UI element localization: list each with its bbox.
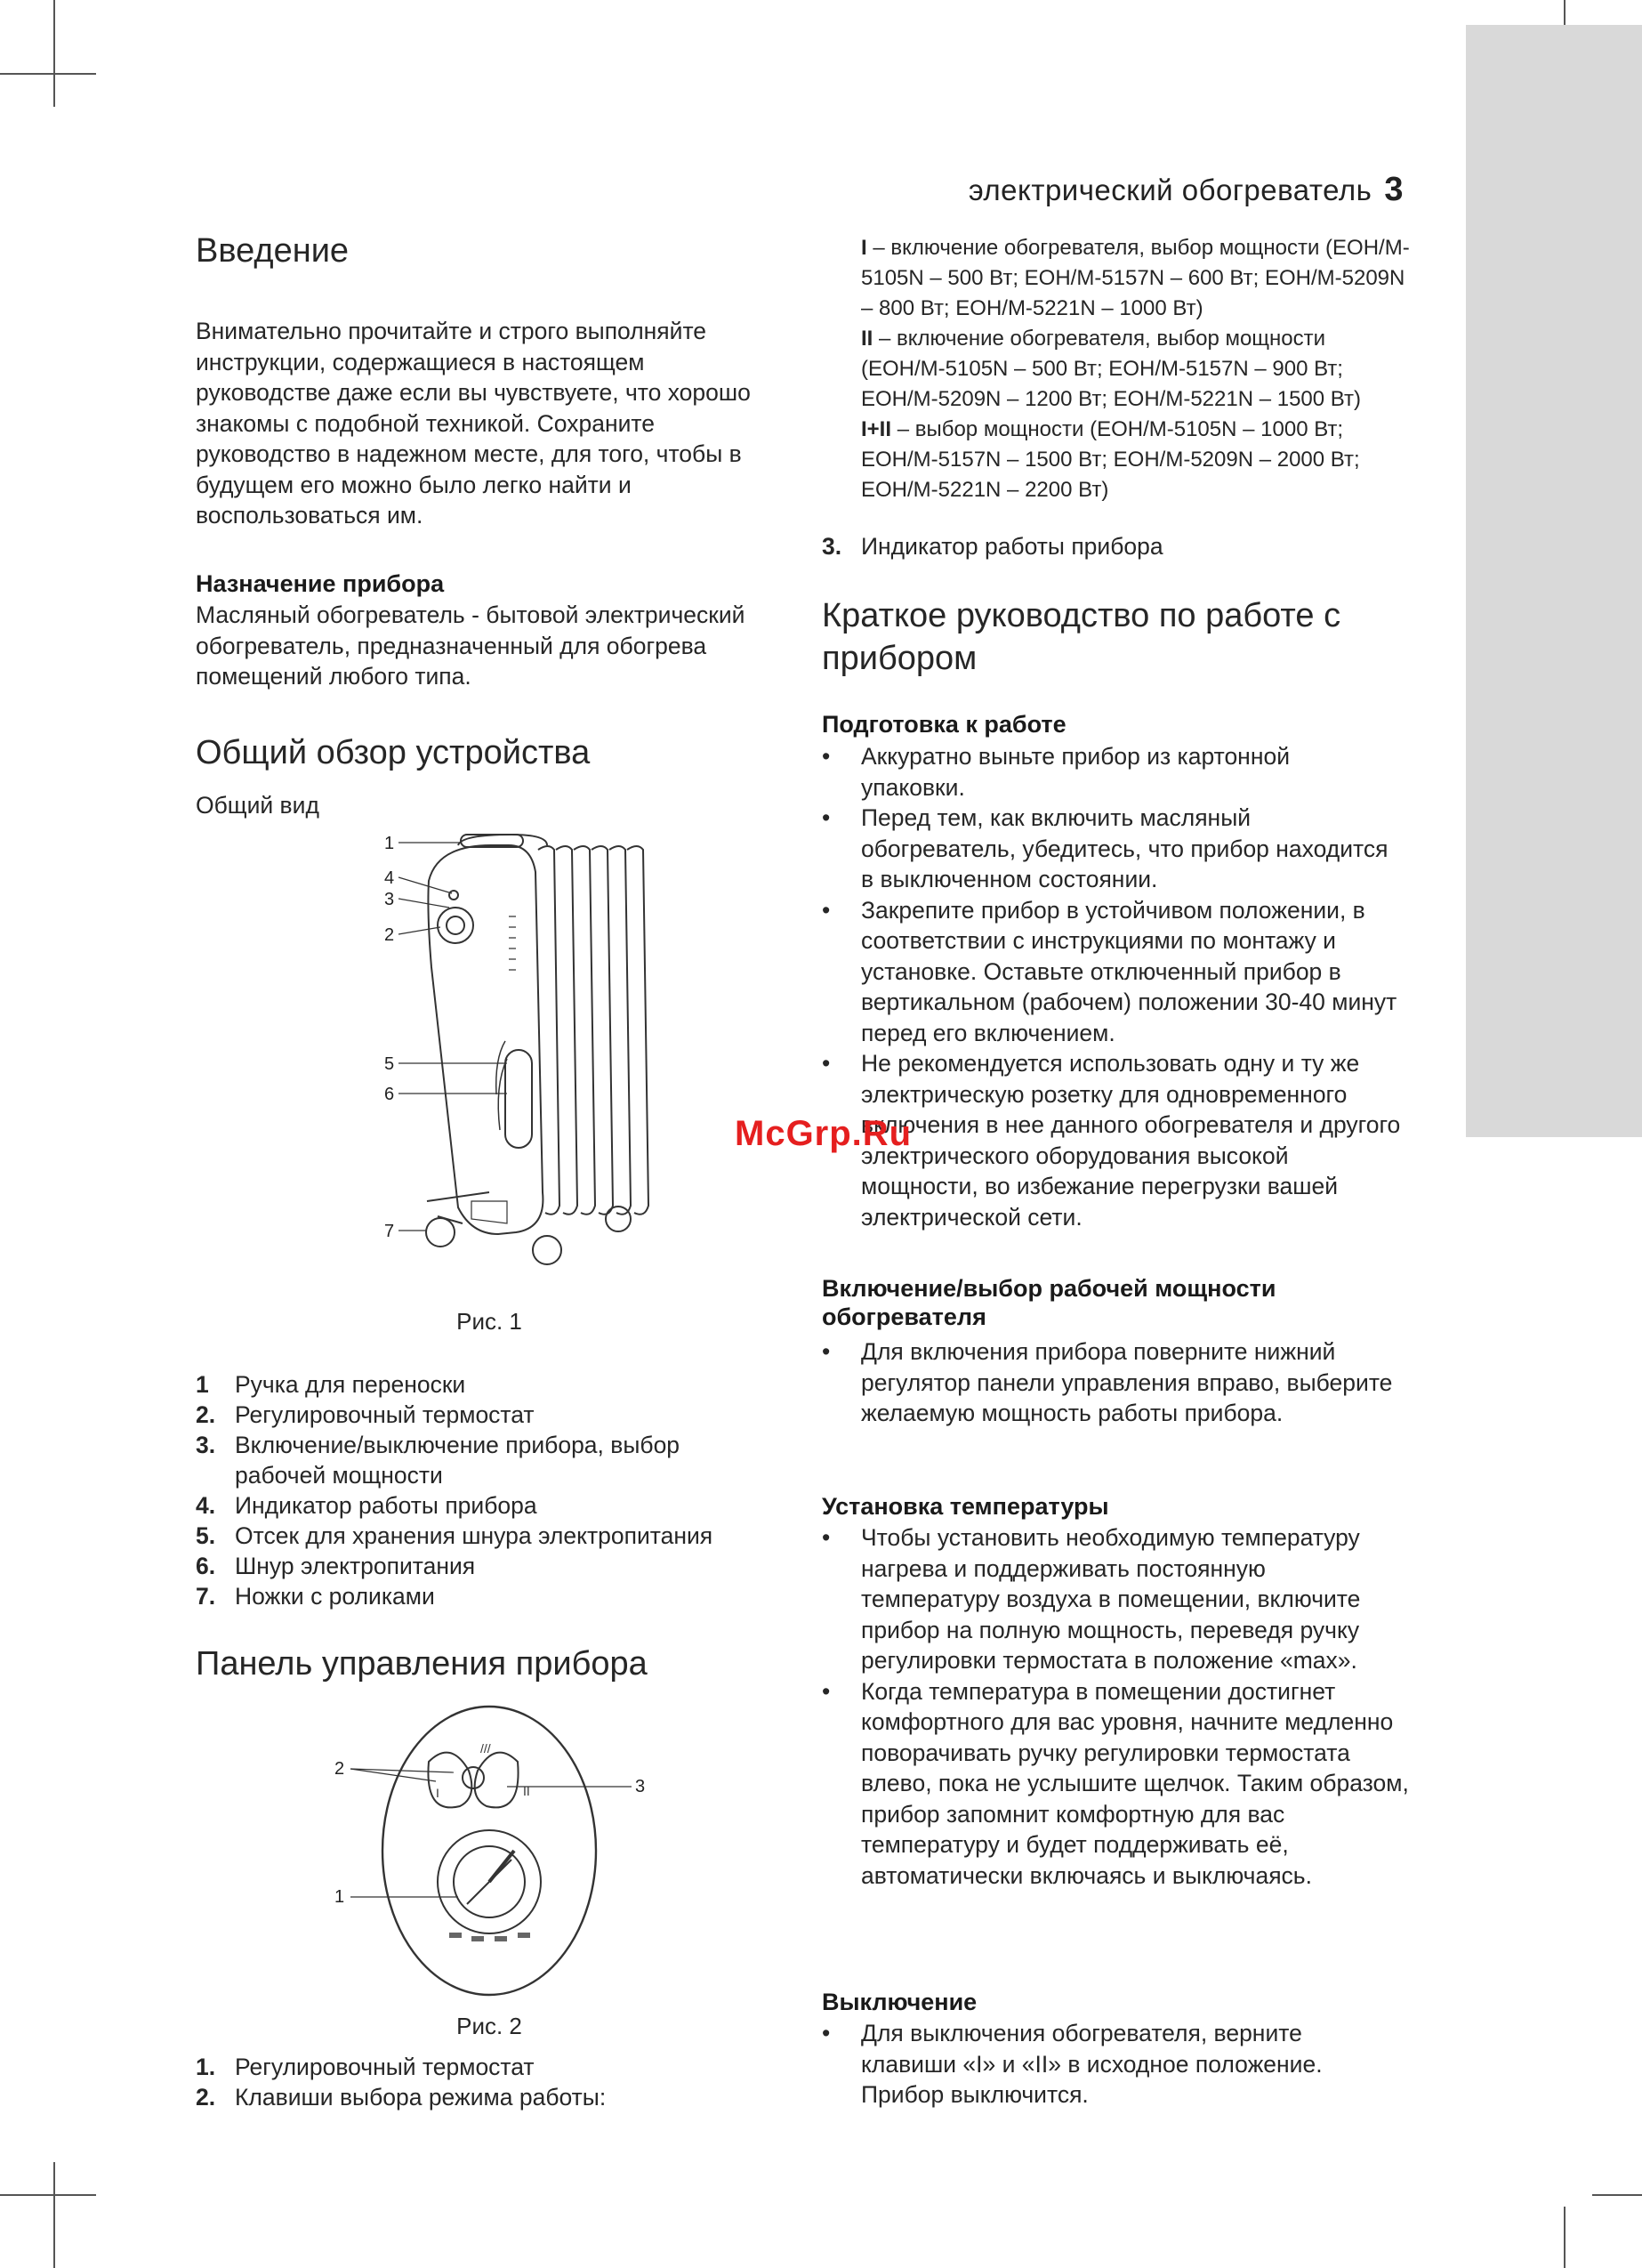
fig1-callout: 2 xyxy=(384,925,395,945)
intro-heading: Введение xyxy=(196,232,350,270)
list-item xyxy=(196,1369,801,1400)
crop-mark xyxy=(1564,2207,1566,2268)
power-bullets xyxy=(822,1336,1409,1429)
list-item: • Для выключения обогревателя, верните клавиши «I» и «II» в исходное положение. Прибор выключится. xyxy=(822,2018,1395,2111)
list-item xyxy=(196,1430,801,1490)
running-header xyxy=(969,171,1404,209)
off-heading: Выключение xyxy=(822,1989,978,2015)
fig2-callout: 3 xyxy=(635,1777,646,1796)
mode-item xyxy=(861,233,1413,324)
list-item xyxy=(196,1400,801,1430)
list-number: 4. xyxy=(196,1492,216,1519)
list-number: 1. xyxy=(196,2054,216,2080)
purpose-heading: Назначение прибора xyxy=(196,570,445,597)
figure-2-caption: Рис. 2 xyxy=(456,2013,522,2039)
prep-heading: Подготовка к работе xyxy=(822,711,1066,738)
list-text: Отсек для хранения шнура электропитания xyxy=(235,1522,713,1549)
list-item: • Аккуратно выньте прибор из картонной упаковки. xyxy=(822,741,1359,803)
list-item: • Чтобы установить необходимую температуру нагрева и поддерживать постоянную температуру воздуха в помещении, включите прибор на полную мощность, переведя ручку регулировки термостата в положение «max». xyxy=(822,1522,1409,1676)
list-text: Регулировочный термостат xyxy=(235,2054,535,2080)
list-text: Клавиши выбора режима работы: xyxy=(235,2084,607,2111)
list-text: Ножки с роликами xyxy=(235,1583,435,1610)
list-text: Включение/выключение прибора, выбор рабочей мощности xyxy=(235,1432,680,1489)
list-item xyxy=(196,1551,801,1581)
list-text: Шнур электропитания xyxy=(235,1553,476,1579)
list-number: 5. xyxy=(196,1522,216,1549)
overview-heading: Общий обзор устройства xyxy=(196,734,591,771)
figure-1-caption: Рис. 1 xyxy=(456,1308,522,1335)
side-tab xyxy=(1466,25,1642,1137)
intro-body: Внимательно прочитайте и строго выполняйте инструкции, содержащиеся в настоящем руководстве даже если вы чувствуете, что хорошо знакомы с подобной техникой. Сохраните руководство в надежном месте, для того, чтобы в будущем его можно было легко найти и воспользоваться им. xyxy=(196,318,751,529)
list-number: 1 xyxy=(196,1371,209,1398)
power-heading: Включение/выбор рабочей мощности обогревателя xyxy=(822,1275,1276,1330)
mode-text: – включение обогревателя, выбор мощности (EOH/M-5105N – 500 Вт; EOH/M-5157N – 600 Вт; EOH/M-5209N – 800 Вт; EOH/M-5221N – 1000 Вт) xyxy=(861,236,1410,320)
list-item: • Когда температура в помещении достигнет комфортного для вас уровня, начните медленно поворачивать ручку регулировки термостата влево, пока не услышите щелчок. Таким образом, прибор запомнит комфортную для вас температуру и будет поддерживать её, автоматически включаясь и выключаясь. xyxy=(822,1676,1409,1892)
fig1-callout: 5 xyxy=(384,1054,395,1074)
mode-text: – выбор мощности (EOH/M-5105N – 1000 Вт; EOH/M-5157N – 1500 Вт; EOH/M-5209N – 2000 Вт; EOH/M-5221N – 2200 Вт) xyxy=(861,417,1360,502)
heater-illustration xyxy=(374,827,676,1290)
list-item: • Не рекомендуется использовать одну и ту же электрическую розетку для одновременного включения в нее данного обогревателя и другого электрического оборудования высокой мощности, во избежание перегрузки вашей электрической сети. xyxy=(822,1048,1409,1232)
off-bullets xyxy=(822,2018,1409,2111)
overview-subheading: Общий вид xyxy=(196,792,319,819)
list-item xyxy=(196,1581,801,1611)
temp-heading: Установка температуры xyxy=(822,1493,1109,1520)
overview-parts-list xyxy=(196,1369,801,1611)
list-number: 7. xyxy=(196,1583,216,1610)
list-text: Ручка для переноски xyxy=(235,1371,466,1398)
page-number: 3 xyxy=(1384,171,1404,208)
fig1-callout: 7 xyxy=(384,1222,395,1241)
crop-mark xyxy=(53,2162,55,2268)
fig1-callout: 4 xyxy=(384,868,395,888)
list-item: • Перед тем, как включить масляный обогреватель, убедитесь, что прибор находится в выключенном состоянии. xyxy=(822,803,1395,895)
guide-heading: Краткое руководство по работе с прибором xyxy=(822,597,1341,677)
mode-descriptions xyxy=(861,233,1413,505)
crop-mark xyxy=(0,2194,96,2196)
prep-bullets xyxy=(822,741,1409,1232)
panel-heading: Панель управления прибора xyxy=(196,1645,648,1683)
list-number: 2. xyxy=(196,2084,216,2111)
fig2-callout: 1 xyxy=(334,1887,345,1907)
mode-item xyxy=(861,324,1413,415)
list-text: Индикатор работы прибора xyxy=(861,533,1163,560)
panel-dial-mark: /// xyxy=(480,1741,491,1755)
panel-dial-mark: I xyxy=(436,1786,439,1800)
list-item xyxy=(196,2052,801,2082)
list-item: • Для включения прибора поверните нижний регулятор панели управления вправо, выберите желаемую мощность работы прибора. xyxy=(822,1336,1395,1429)
list-item xyxy=(196,1490,801,1521)
fig2-callout: 2 xyxy=(334,1759,345,1779)
list-item xyxy=(822,531,1427,561)
mode-key: I xyxy=(861,236,867,260)
header-title: электрический обогреватель xyxy=(968,174,1372,206)
panel-parts-list xyxy=(196,2052,801,2112)
list-number: 6. xyxy=(196,1553,216,1579)
mode-item xyxy=(861,415,1413,505)
control-panel-illustration xyxy=(329,1699,667,2002)
fig1-callout: 1 xyxy=(384,834,395,853)
crop-mark xyxy=(0,73,96,75)
mode-text: – включение обогревателя, выбор мощности (EOH/M-5105N – 500 Вт; EOH/M-5157N – 900 Вт; EOH/M-5209N – 1200 Вт; EOH/M-5221N – 1500 Вт) xyxy=(861,327,1361,411)
list-number: 3. xyxy=(196,1432,216,1458)
panel-dial-mark: II xyxy=(523,1784,530,1798)
fig1-callout: 6 xyxy=(384,1085,395,1104)
list-text: Индикатор работы прибора xyxy=(235,1492,537,1519)
mode-key: I+II xyxy=(861,417,892,441)
list-text: Регулировочный термостат xyxy=(235,1401,535,1428)
list-number: 2. xyxy=(196,1401,216,1428)
panel-parts-list-continued xyxy=(822,531,1427,561)
list-number: 3. xyxy=(822,533,842,560)
list-item: • Закрепите прибор в устойчивом положении, в соответствии с инструкциями по монтажу и установке. Оставьте отключенный прибор в вертикальном (рабочем) положении 30-40 минут перед его включением. xyxy=(822,895,1409,1049)
purpose-body: Масляный обогреватель - бытовой электрический обогреватель, предназначенный для обогрева помещений любого типа. xyxy=(196,601,745,690)
crop-mark xyxy=(1592,2194,1642,2196)
temp-bullets xyxy=(822,1522,1409,1891)
watermark: McGrp.Ru xyxy=(735,1114,913,1153)
fig1-callout: 3 xyxy=(384,890,395,909)
list-item xyxy=(196,2082,801,2112)
list-item xyxy=(196,1521,801,1551)
mode-key: II xyxy=(861,327,873,351)
crop-mark xyxy=(53,0,55,107)
